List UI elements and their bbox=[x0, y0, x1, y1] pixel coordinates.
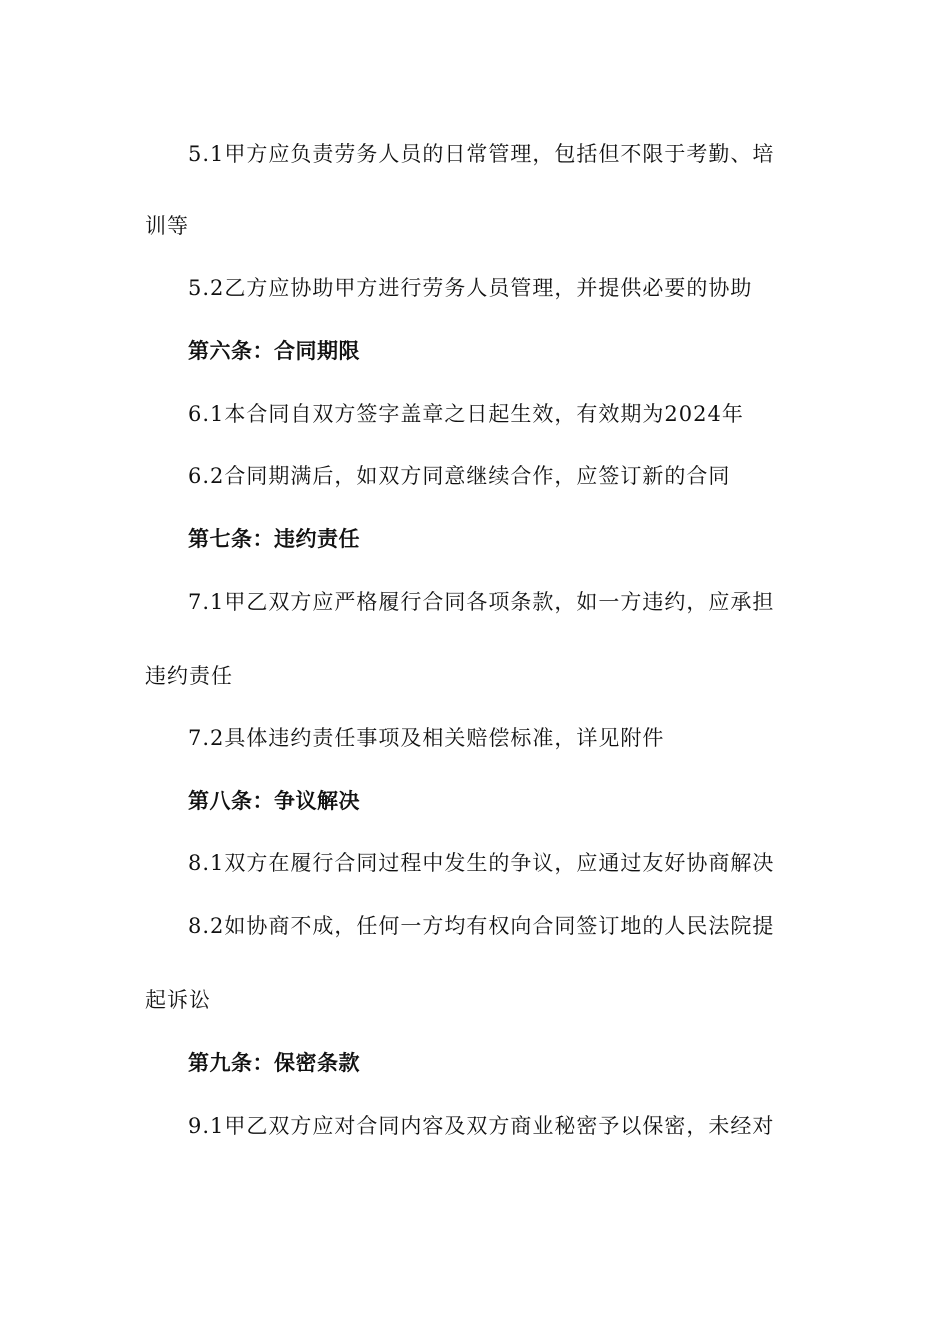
clause-8-2-continued: 起诉讼 bbox=[145, 988, 211, 1012]
clause-6-1: 6.1本合同自双方签字盖章之日起生效，有效期为2024年 bbox=[188, 402, 744, 426]
clause-8-1: 8.1双方在履行合同过程中发生的争议，应通过友好协商解决 bbox=[188, 851, 775, 875]
clause-5-1: 5.1甲方应负责劳务人员的日常管理，包括但不限于考勤、培 bbox=[188, 142, 775, 166]
clause-7-1-continued: 违约责任 bbox=[145, 664, 233, 688]
clause-6-2: 6.2合同期满后，如双方同意继续合作，应签订新的合同 bbox=[188, 464, 731, 488]
clause-8-2: 8.2如协商不成，任何一方均有权向合同签订地的人民法院提 bbox=[188, 914, 775, 938]
article-6-heading: 第六条：合同期限 bbox=[188, 339, 360, 363]
article-9-heading: 第九条：保密条款 bbox=[188, 1051, 360, 1075]
clause-9-1: 9.1甲乙双方应对合同内容及双方商业秘密予以保密，未经对 bbox=[188, 1114, 775, 1138]
clause-7-1: 7.1甲乙双方应严格履行合同各项条款，如一方违约，应承担 bbox=[188, 590, 775, 614]
article-7-heading: 第七条：违约责任 bbox=[188, 527, 360, 551]
clause-5-2: 5.2乙方应协助甲方进行劳务人员管理，并提供必要的协助 bbox=[188, 276, 753, 300]
article-8-heading: 第八条：争议解决 bbox=[188, 789, 360, 813]
clause-7-2: 7.2具体违约责任事项及相关赔偿标准，详见附件 bbox=[188, 726, 665, 750]
clause-5-1-continued: 训等 bbox=[145, 214, 189, 238]
